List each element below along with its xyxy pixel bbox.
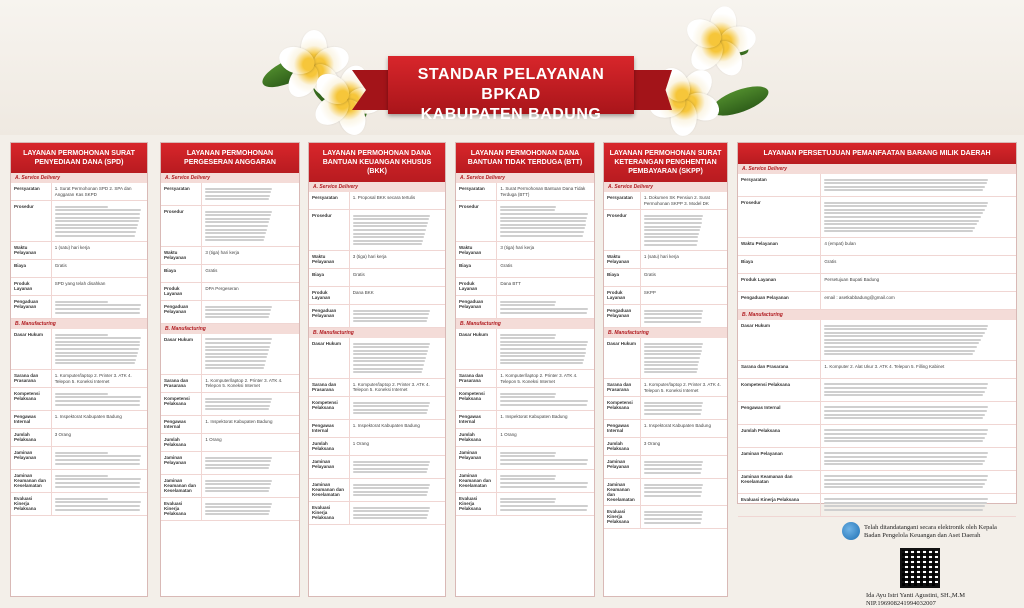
table-row bbox=[604, 456, 727, 479]
row-value bbox=[202, 475, 299, 497]
table-row bbox=[738, 174, 1016, 197]
table-row bbox=[738, 471, 1016, 494]
table-row bbox=[161, 393, 299, 416]
row-label: Dasar Hukum bbox=[11, 329, 52, 369]
table-row bbox=[604, 192, 727, 210]
table-row bbox=[456, 260, 594, 278]
row-value bbox=[641, 397, 727, 419]
signatory-nip: NIP.196908241994032007 bbox=[866, 600, 936, 607]
table-row bbox=[161, 475, 299, 498]
row-value: 4 (empat) bulan bbox=[824, 240, 856, 246]
table-row bbox=[161, 206, 299, 247]
table-row bbox=[604, 338, 727, 379]
section-label: B. Manufacturing bbox=[11, 319, 147, 329]
row-label: Produk Layanan bbox=[309, 287, 350, 304]
row-value: 1. Inspektorat Kabupaten Badung bbox=[352, 423, 420, 428]
service-column-6 bbox=[737, 142, 1017, 504]
table-row bbox=[11, 493, 147, 516]
table-row bbox=[309, 269, 445, 287]
row-label: Pengawas Internal bbox=[604, 420, 641, 437]
row-value bbox=[821, 448, 1016, 470]
row-value: 1. Surat Permohonan SPD 2. SPA dan Anggaran Kas SKPD bbox=[54, 186, 132, 197]
row-label: Evaluasi Kinerja Pelaksana bbox=[604, 506, 641, 528]
row-label: Pengawas Internal bbox=[161, 416, 202, 433]
table-row bbox=[11, 260, 147, 278]
row-value: 3 (tiga) hari kerja bbox=[500, 245, 535, 251]
column-heading: LAYANAN PERMOHONAN SURAT PENYEDIAAN DANA (SPD) bbox=[11, 143, 147, 173]
row-value bbox=[497, 329, 594, 369]
row-label: Jaminan Pelayanan bbox=[309, 456, 350, 478]
row-value: 1. Komputer/laptop 2. Printer 3. ATK 4. Telepon 5. Koneksi Internet bbox=[54, 373, 132, 384]
row-value bbox=[350, 338, 445, 378]
table-row bbox=[309, 420, 445, 438]
table-row bbox=[456, 411, 594, 429]
table-row bbox=[161, 301, 299, 324]
page-title-line2: KABUPATEN BADUNG bbox=[420, 106, 602, 123]
row-value bbox=[52, 201, 147, 241]
row-label: Dasar Hukum bbox=[456, 329, 497, 369]
table-row bbox=[161, 247, 299, 265]
row-value bbox=[52, 470, 147, 492]
row-label: Pengawas Internal bbox=[456, 411, 497, 428]
row-label: Pengawas Internal bbox=[738, 402, 821, 424]
row-label: Jumlah Pelaksana bbox=[161, 434, 202, 451]
section-label: B. Manufacturing bbox=[738, 310, 1016, 320]
row-value bbox=[821, 471, 1016, 493]
row-label: Sarana dan Prasarana bbox=[456, 370, 497, 387]
row-value: 1. Komputer 2. Alat Ukur 3. ATK 4. Telepon 5. Filling Kabinet bbox=[824, 363, 945, 369]
row-label: Kompetensi Pelaksana bbox=[309, 397, 350, 419]
table-row bbox=[738, 292, 1016, 310]
table-row bbox=[11, 470, 147, 493]
table-row bbox=[11, 388, 147, 411]
table-row bbox=[11, 370, 147, 388]
row-value bbox=[52, 447, 147, 469]
row-value: 1. Surat Permohonan Bantuan Dana Tidak Terduga (BTT) bbox=[500, 186, 586, 197]
row-label: Pengaduan Pelayanan bbox=[161, 301, 202, 323]
section-label: B. Manufacturing bbox=[456, 319, 594, 329]
row-label: Waktu Pelayanan bbox=[604, 251, 641, 268]
row-value bbox=[641, 506, 727, 528]
table-row bbox=[309, 456, 445, 479]
table-row bbox=[456, 183, 594, 201]
table-row bbox=[738, 425, 1016, 448]
table-row bbox=[309, 479, 445, 502]
service-column-5 bbox=[603, 142, 728, 597]
section-label: A. Service Delivery bbox=[11, 173, 147, 183]
row-value: 1. Proposal BKK secara tertulis bbox=[352, 195, 416, 200]
row-value bbox=[350, 305, 445, 327]
row-label: Produk Layanan bbox=[456, 278, 497, 295]
row-value: SKPP bbox=[643, 290, 656, 296]
table-row bbox=[161, 375, 299, 393]
row-label: Jaminan Keamanan dan Keselamatan bbox=[738, 471, 821, 493]
table-row bbox=[161, 183, 299, 206]
row-value: 1. Inspektorat Kabupaten Badung bbox=[54, 414, 122, 420]
row-label: Produk Layanan bbox=[11, 278, 52, 295]
row-value: Dana BTT bbox=[500, 281, 521, 287]
row-value: 3 Orang bbox=[643, 441, 661, 447]
table-row bbox=[11, 296, 147, 319]
row-label: Sarana dan Prasarana bbox=[11, 370, 52, 387]
row-label: Waktu Pelayanan bbox=[738, 238, 821, 255]
row-label: Biaya bbox=[11, 260, 52, 277]
section-label: A. Service Delivery bbox=[309, 182, 445, 192]
row-value bbox=[202, 206, 299, 246]
row-value bbox=[202, 393, 299, 415]
row-value bbox=[821, 425, 1016, 447]
row-label: Prosedur bbox=[11, 201, 52, 241]
table-row bbox=[309, 251, 445, 269]
row-value bbox=[202, 498, 299, 520]
row-value: 1. Dokumen SK Pensiun 2. Surat Permohonan SKPP 3. Model DK bbox=[643, 195, 710, 206]
row-label: Dasar Hukum bbox=[604, 338, 641, 378]
row-label: Jumlah Pelaksana bbox=[604, 438, 641, 455]
row-value: Gratis bbox=[643, 272, 656, 278]
qr-code-icon bbox=[900, 548, 940, 588]
table-row bbox=[604, 479, 727, 506]
row-label: Pengaduan Pelayanan bbox=[604, 305, 641, 327]
table-row bbox=[161, 452, 299, 475]
row-label: Persyaratan bbox=[456, 183, 497, 200]
row-label: Kompetensi Pelaksana bbox=[604, 397, 641, 419]
row-value bbox=[350, 210, 445, 250]
table-row bbox=[456, 388, 594, 411]
table-row bbox=[738, 320, 1016, 361]
table-row bbox=[604, 305, 727, 328]
row-value: 1. Inspektorat Kabupaten Badung bbox=[643, 423, 711, 429]
table-row bbox=[604, 420, 727, 438]
row-value bbox=[821, 402, 1016, 424]
row-value bbox=[350, 502, 445, 524]
column-heading: LAYANAN PERMOHONAN DANA BANTUAN KEUANGAN KHUSUS (BKK) bbox=[309, 143, 445, 182]
signatory-name: Ida Ayu Istri Yanti Agustini, SH.,M.M bbox=[866, 592, 966, 599]
table-row bbox=[604, 397, 727, 420]
row-label: Jaminan Pelayanan bbox=[738, 448, 821, 470]
row-value bbox=[202, 452, 299, 474]
table-row bbox=[738, 361, 1016, 379]
row-value bbox=[202, 183, 299, 205]
row-label: Kompetensi Pelaksana bbox=[456, 388, 497, 410]
row-label: Pengawas Internal bbox=[309, 420, 350, 437]
row-label: Prosedur bbox=[161, 206, 202, 246]
bsre-logo-icon bbox=[842, 522, 860, 540]
row-value bbox=[350, 456, 445, 478]
signature-statement: Telah ditandatangani secara elektronik oleh Kepala Badan Pengelola Keuangan dan Aset Daerah bbox=[864, 524, 997, 539]
row-label: Sarana dan Prasarana bbox=[604, 379, 641, 396]
row-label: Persyaratan bbox=[604, 192, 641, 209]
row-value bbox=[52, 388, 147, 410]
row-label: Jaminan Keamanan dan Keselamatan bbox=[456, 470, 497, 492]
table-row bbox=[309, 438, 445, 456]
section-label: A. Service Delivery bbox=[161, 173, 299, 183]
page-title-line1: STANDAR PELAYANAN BPKAD bbox=[417, 66, 605, 103]
table-row bbox=[604, 506, 727, 529]
table-row bbox=[161, 416, 299, 434]
row-label: Pengaduan Pelayanan bbox=[738, 292, 821, 309]
row-value bbox=[641, 338, 727, 378]
table-row bbox=[738, 197, 1016, 238]
row-value: 3 (tiga) hari kerja bbox=[352, 253, 387, 259]
row-value bbox=[821, 320, 1016, 360]
table-row bbox=[11, 201, 147, 242]
row-value bbox=[202, 301, 299, 323]
row-value: Gratis bbox=[824, 258, 837, 264]
row-value bbox=[52, 296, 147, 318]
row-label: Produk Layanan bbox=[738, 274, 821, 291]
row-label: Waktu Pelayanan bbox=[456, 242, 497, 259]
page-title-banner bbox=[388, 56, 634, 123]
table-row bbox=[11, 429, 147, 447]
row-value: 1. Komputer/laptop 2. Printer 3. ATK 4. Telepon 5. Koneksi Internet bbox=[643, 382, 721, 393]
row-value bbox=[497, 493, 594, 515]
row-value: Gratis bbox=[205, 267, 218, 273]
row-value: DPA Pergeseran bbox=[205, 285, 239, 291]
table-row bbox=[309, 305, 445, 328]
row-label: Dasar Hukum bbox=[738, 320, 821, 360]
row-value: SPD yang telah disahkan bbox=[54, 281, 106, 287]
row-value: 1 Orang bbox=[500, 432, 517, 438]
row-value: 3 (tiga) hari kerja bbox=[205, 249, 240, 255]
row-label: Biaya bbox=[309, 269, 350, 286]
row-value: 1 (satu) hari kerja bbox=[643, 254, 679, 260]
table-row bbox=[161, 334, 299, 375]
row-value bbox=[497, 201, 594, 241]
table-row bbox=[309, 502, 445, 525]
table-row bbox=[456, 201, 594, 242]
table-row bbox=[604, 251, 727, 269]
table-row bbox=[161, 283, 299, 301]
table-row bbox=[456, 278, 594, 296]
row-label: Evaluasi Kinerja Pelaksana bbox=[738, 494, 821, 516]
table-row bbox=[738, 494, 1016, 517]
row-label: Biaya bbox=[604, 269, 641, 286]
table-row bbox=[738, 256, 1016, 274]
row-label: Prosedur bbox=[456, 201, 497, 241]
table-row bbox=[309, 192, 445, 210]
section-label: B. Manufacturing bbox=[309, 328, 445, 338]
row-value bbox=[641, 210, 727, 250]
row-label: Jumlah Pelaksana bbox=[738, 425, 821, 447]
table-row bbox=[604, 269, 727, 287]
row-value bbox=[821, 494, 1016, 516]
table-row bbox=[456, 370, 594, 388]
row-value: 1. Komputer/laptop 2. Printer 3. ATK 4. Telepon 5. Koneksi Internet bbox=[205, 377, 283, 389]
table-row bbox=[309, 287, 445, 305]
row-label: Waktu Pelayanan bbox=[309, 251, 350, 268]
row-value: Gratis bbox=[500, 263, 513, 269]
service-column-3 bbox=[308, 142, 446, 597]
table-row bbox=[11, 183, 147, 201]
row-value: email : asetkabbadung@gmail.com bbox=[824, 294, 895, 300]
table-row bbox=[11, 242, 147, 260]
row-label: Prosedur bbox=[738, 197, 821, 237]
row-value: Persetujuan Bupati Badung bbox=[824, 276, 880, 282]
table-row bbox=[11, 278, 147, 296]
row-label: Biaya bbox=[738, 256, 821, 273]
table-row bbox=[309, 397, 445, 420]
row-label: Biaya bbox=[161, 265, 202, 282]
row-value bbox=[821, 174, 1016, 196]
row-value: 1. Komputer/laptop 2. Printer 3. ATK 4. Telepon 5. Koneksi Internet bbox=[352, 381, 430, 393]
row-label: Dasar Hukum bbox=[161, 334, 202, 374]
row-value: 1 Orang bbox=[205, 436, 222, 442]
column-heading: LAYANAN PERMOHONAN PERGESERAN ANGGARAN bbox=[161, 143, 299, 173]
row-label: Jaminan Keamanan dan Keselamatan bbox=[604, 479, 641, 505]
row-label: Jaminan Pelayanan bbox=[604, 456, 641, 478]
table-row bbox=[161, 498, 299, 521]
row-value bbox=[202, 334, 299, 374]
row-label: Jaminan Pelayanan bbox=[11, 447, 52, 469]
table-row bbox=[738, 448, 1016, 471]
table-row bbox=[456, 429, 594, 447]
table-row bbox=[309, 338, 445, 379]
row-label: Biaya bbox=[456, 260, 497, 277]
row-label: Pengaduan Pelayanan bbox=[309, 305, 350, 327]
section-label: A. Service Delivery bbox=[738, 164, 1016, 174]
table-row bbox=[309, 210, 445, 251]
table-row bbox=[11, 447, 147, 470]
table-row bbox=[161, 434, 299, 452]
row-label: Produk Layanan bbox=[604, 287, 641, 304]
row-label: Kompetensi Pelaksana bbox=[11, 388, 52, 410]
table-row bbox=[456, 329, 594, 370]
row-label: Jaminan Keamanan dan Keselamatan bbox=[11, 470, 52, 492]
section-label: B. Manufacturing bbox=[161, 324, 299, 334]
row-value bbox=[641, 305, 727, 327]
row-label: Prosedur bbox=[309, 210, 350, 250]
row-label: Waktu Pelayanan bbox=[161, 247, 202, 264]
table-row bbox=[456, 447, 594, 470]
column-heading: LAYANAN PERMOHONAN SURAT KETERANGAN PENGHENTIAN PEMBAYARAN (SKPP) bbox=[604, 143, 727, 182]
row-label: Sarana dan Prasarana bbox=[738, 361, 821, 378]
row-label: Jaminan Keamanan dan Keselamatan bbox=[161, 475, 202, 497]
row-label: Dasar Hukum bbox=[309, 338, 350, 378]
row-value bbox=[497, 388, 594, 410]
table-row bbox=[11, 329, 147, 370]
row-value: 1 (satu) hari kerja bbox=[54, 245, 90, 251]
table-row bbox=[604, 210, 727, 251]
row-value: 3 Orang bbox=[54, 432, 72, 438]
row-value: 1. Inspektorat Kabupaten Badung bbox=[500, 414, 568, 420]
service-column-1 bbox=[10, 142, 148, 597]
row-value bbox=[497, 470, 594, 492]
row-label: Prosedur bbox=[604, 210, 641, 250]
row-label: Evaluasi Kinerja Pelaksana bbox=[11, 493, 52, 515]
row-value: Gratis bbox=[54, 263, 67, 269]
service-column-2 bbox=[160, 142, 300, 597]
table-row bbox=[738, 402, 1016, 425]
row-label: Evaluasi Kinerja Pelaksana bbox=[161, 498, 202, 520]
row-label: Sarana dan Prasarana bbox=[161, 375, 202, 392]
row-label: Pengaduan Pelayanan bbox=[11, 296, 52, 318]
row-value bbox=[497, 447, 594, 469]
table-row bbox=[456, 493, 594, 516]
row-value bbox=[52, 493, 147, 515]
row-label: Evaluasi Kinerja Pelaksana bbox=[456, 493, 497, 515]
row-label: Jumlah Pelaksana bbox=[456, 429, 497, 446]
row-label: Pengaduan Pelayanan bbox=[456, 296, 497, 318]
section-label: B. Manufacturing bbox=[604, 328, 727, 338]
table-row bbox=[604, 379, 727, 397]
table-row bbox=[11, 411, 147, 429]
table-row bbox=[738, 379, 1016, 402]
row-value: 1 Orang bbox=[352, 441, 370, 446]
row-label: Persyaratan bbox=[11, 183, 52, 200]
table-row bbox=[604, 438, 727, 456]
table-row bbox=[456, 470, 594, 493]
row-label: Jaminan Pelayanan bbox=[161, 452, 202, 474]
table-row bbox=[456, 242, 594, 260]
row-value bbox=[350, 479, 445, 501]
table-row bbox=[309, 379, 445, 397]
table-row bbox=[604, 287, 727, 305]
row-value: Gratis bbox=[352, 271, 365, 277]
row-label: Jaminan Keamanan dan Keselamatan bbox=[309, 479, 350, 501]
table-row bbox=[738, 238, 1016, 256]
row-label: Kompetensi Pelaksana bbox=[738, 379, 821, 401]
row-label: Produk Layanan bbox=[161, 283, 202, 300]
section-label: A. Service Delivery bbox=[456, 173, 594, 183]
row-value: 1. Inspektorat Kabupaten Badung bbox=[205, 418, 273, 424]
row-value bbox=[497, 296, 594, 318]
row-label: Waktu Pelayanan bbox=[11, 242, 52, 259]
row-label: Persyaratan bbox=[161, 183, 202, 205]
row-label: Evaluasi Kinerja Pelaksana bbox=[309, 502, 350, 524]
row-label: Persyaratan bbox=[738, 174, 821, 196]
row-label: Sarana dan Prasarana bbox=[309, 379, 350, 396]
table-row bbox=[738, 274, 1016, 292]
row-label: Jumlah Pelaksana bbox=[309, 438, 350, 455]
table-row bbox=[456, 296, 594, 319]
row-label: Kompetensi Pelaksana bbox=[161, 393, 202, 415]
table-row bbox=[161, 265, 299, 283]
row-label: Pengawas Internal bbox=[11, 411, 52, 428]
section-label: A. Service Delivery bbox=[604, 182, 727, 192]
row-value bbox=[350, 397, 445, 419]
row-value bbox=[821, 379, 1016, 401]
row-value bbox=[821, 197, 1016, 237]
row-value: Dana BKK bbox=[352, 289, 374, 295]
row-label: Jaminan Pelayanan bbox=[456, 447, 497, 469]
row-label: Persyaratan bbox=[309, 192, 350, 209]
row-value bbox=[641, 479, 727, 505]
row-value bbox=[52, 329, 147, 369]
row-label: Jumlah Pelaksana bbox=[11, 429, 52, 446]
row-value: 1. Komputer/laptop 2. Printer 3. ATK 4. Telepon 5. Koneksi Internet bbox=[500, 373, 578, 384]
column-heading: LAYANAN PERMOHONAN DANA BANTUAN TIDAK TERDUGA (BTT) bbox=[456, 143, 594, 173]
service-column-4 bbox=[455, 142, 595, 597]
column-heading: LAYANAN PERSETUJUAN PEMANFAATAN BARANG MILIK DAERAH bbox=[738, 143, 1016, 164]
row-value bbox=[641, 456, 727, 478]
